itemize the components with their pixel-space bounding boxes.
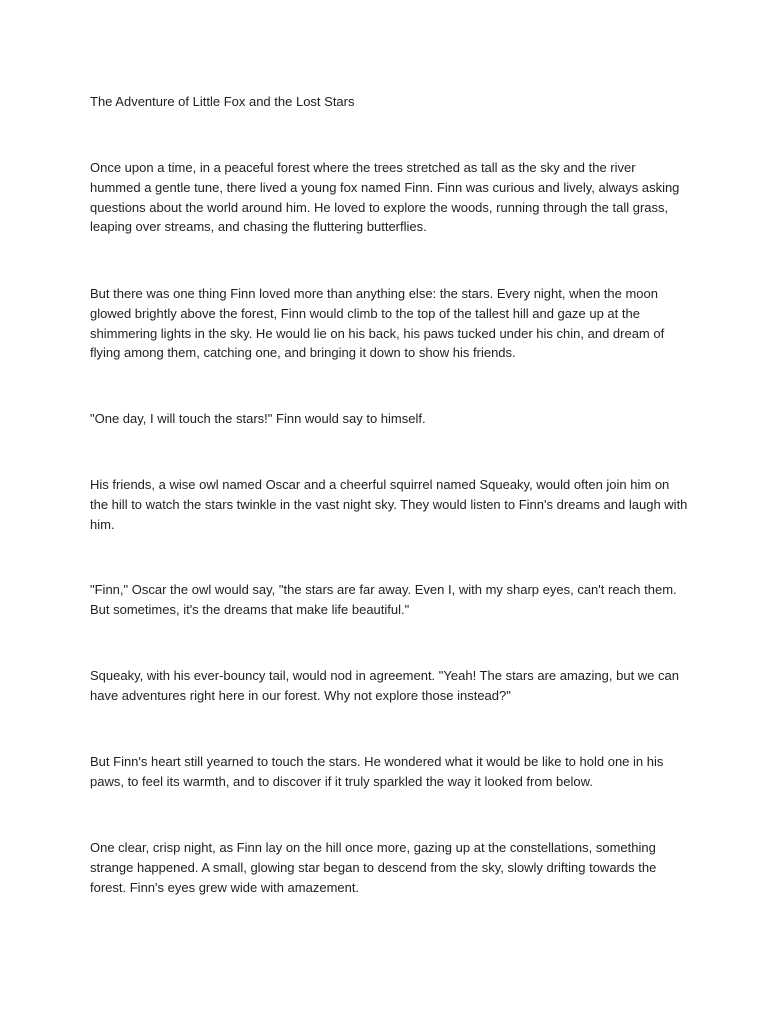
story-paragraph: One clear, crisp night, as Finn lay on the hill once more, gazing up at the constellations, something strange happened. A small, glowing star began to descend from the sky, slowly drifting towards the forest. Finn's eyes grew wide with amazement. <box>90 840 657 895</box>
story-paragraph: "Finn," Oscar the owl would say, "the stars are far away. Even I, with my sharp eyes, can't reach them. But sometimes, it's the dreams that make life beautiful." <box>90 582 677 617</box>
story-paragraph: Once upon a time, in a peaceful forest where the trees stretched as tall as the sky and the river hummed a gentle tune, there lived a young fox named Finn. Finn was curious and lively, always asking questions about the world around him. He loved to explore the woods, running through the tall grass, leaping over streams, and chasing the fluttering butterflies. <box>90 160 680 235</box>
story-paragraph: But Finn's heart still yearned to touch the stars. He wondered what it would be like to hold one in his paws, to feel its warmth, and to discover if it truly sparkled the way it looked from below. <box>90 754 664 789</box>
story-paragraph: His friends, a wise owl named Oscar and a cheerful squirrel named Squeaky, would often join him on the hill to watch the stars twinkle in the vast night sky. They would listen to Finn's dreams and laugh with him. <box>90 477 688 532</box>
story-paragraph: "One day, I will touch the stars!" Finn would say to himself. <box>90 411 426 426</box>
story-paragraph: Squeaky, with his ever-bouncy tail, would nod in agreement. "Yeah! The stars are amazing, but we can have adventures right here in our forest. Why not explore those instead?" <box>90 668 679 703</box>
document-title: The Adventure of Little Fox and the Lost Stars <box>90 94 355 109</box>
story-paragraph: But there was one thing Finn loved more than anything else: the stars. Every night, when the moon glowed brightly above the forest, Finn would climb to the top of the tallest hill and gaze up at the shimmering lights in the sky. He would lie on his back, his paws tucked under his chin, and dream of flying among them, catching one, and bringing it down to show his friends. <box>90 286 665 361</box>
